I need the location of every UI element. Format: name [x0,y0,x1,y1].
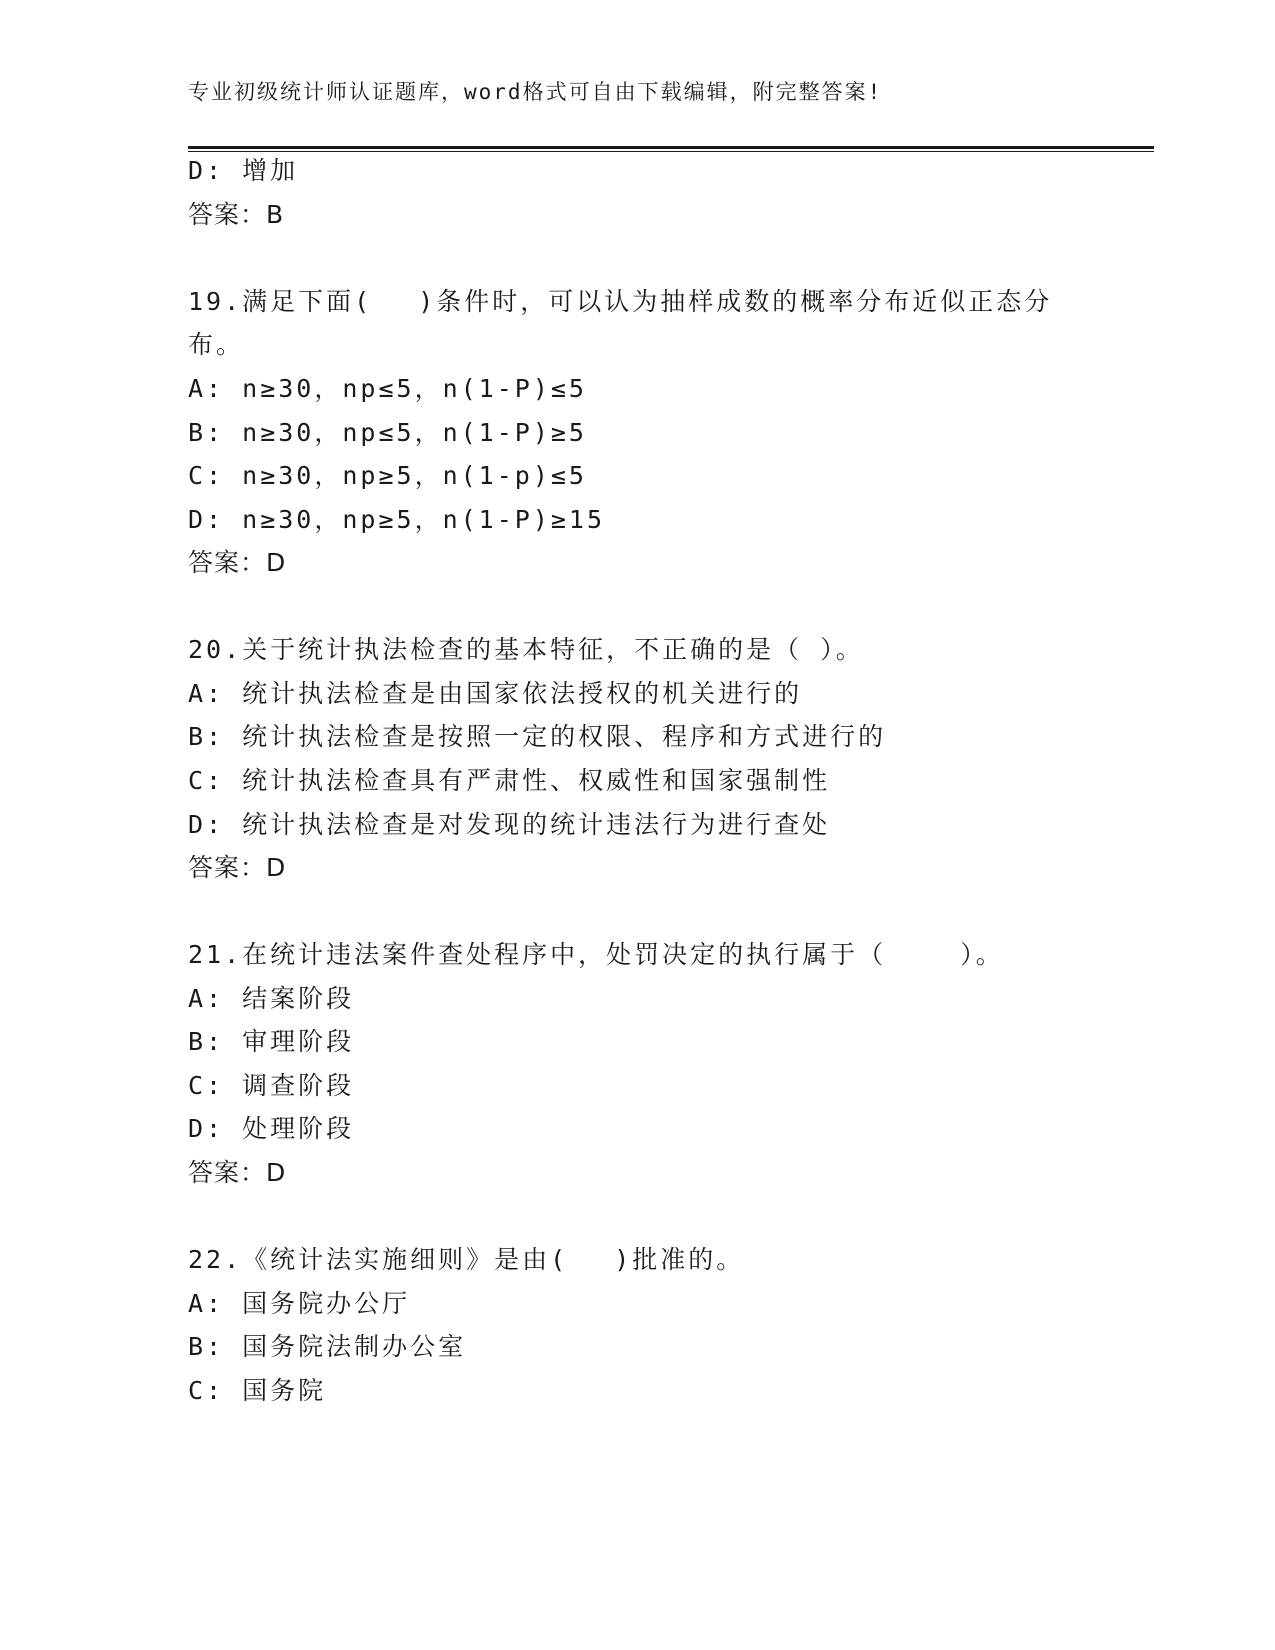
option-d-q20: D: 统计执法检查是对发现的统计违法行为进行查处 [188,810,831,839]
question-21: 21.在统计违法案件查处程序中，处罚决定的执行属于（ ）。 [188,940,1004,969]
option-d-q19: D: n≥30，np≥5，n(1-P)≥15 [188,505,606,534]
page-header: 专业初级统计师认证题库，word格式可自由下载编辑，附完整答案! [188,80,883,104]
option-c-q21: C: 调查阶段 [188,1071,355,1100]
option-c-q22: C: 国务院 [188,1376,327,1405]
answer-q20: 答案：D [188,853,287,882]
question-19: 19.满足下面( )条件时，可以认为抽样成数的概率分布近似正态分 [188,287,1053,316]
option-c-q20: C: 统计执法检查具有严肃性、权威性和国家强制性 [188,766,831,795]
answer-q19: 答案：D [188,548,287,577]
option-d-q21: D: 处理阶段 [188,1114,355,1143]
option-a-q19: A: n≥30，np≤5，n(1-P)≤5 [188,374,587,403]
option-b-q21: B: 审理阶段 [188,1027,355,1056]
option-a-q20: A: 统计执法检查是由国家依法授权的机关进行的 [188,679,803,708]
option-b-q22: B: 国务院法制办公室 [188,1332,467,1361]
header-rule-thick [188,146,1154,149]
option-d-q18: D: 增加 [188,156,299,185]
answer-q21: 答案：D [188,1158,287,1187]
option-c-q19: C: n≥30，np≥5，n(1-p)≤5 [188,461,587,490]
option-a-q22: A: 国务院办公厅 [188,1289,411,1318]
answer-q18: 答案：B [188,200,285,229]
question-22: 22.《统计法实施细则》是由( )批准的。 [188,1245,745,1274]
question-19-cont: 布。 [188,330,245,359]
option-b-q20: B: 统计执法检查是按照一定的权限、程序和方式进行的 [188,722,887,751]
header-rule-thin [188,151,1154,152]
question-20: 20.关于统计执法检查的基本特征，不正确的是（ ）。 [188,635,864,664]
option-b-q19: B: n≥30，np≤5，n(1-P)≥5 [188,418,587,447]
option-a-q21: A: 结案阶段 [188,984,355,1013]
